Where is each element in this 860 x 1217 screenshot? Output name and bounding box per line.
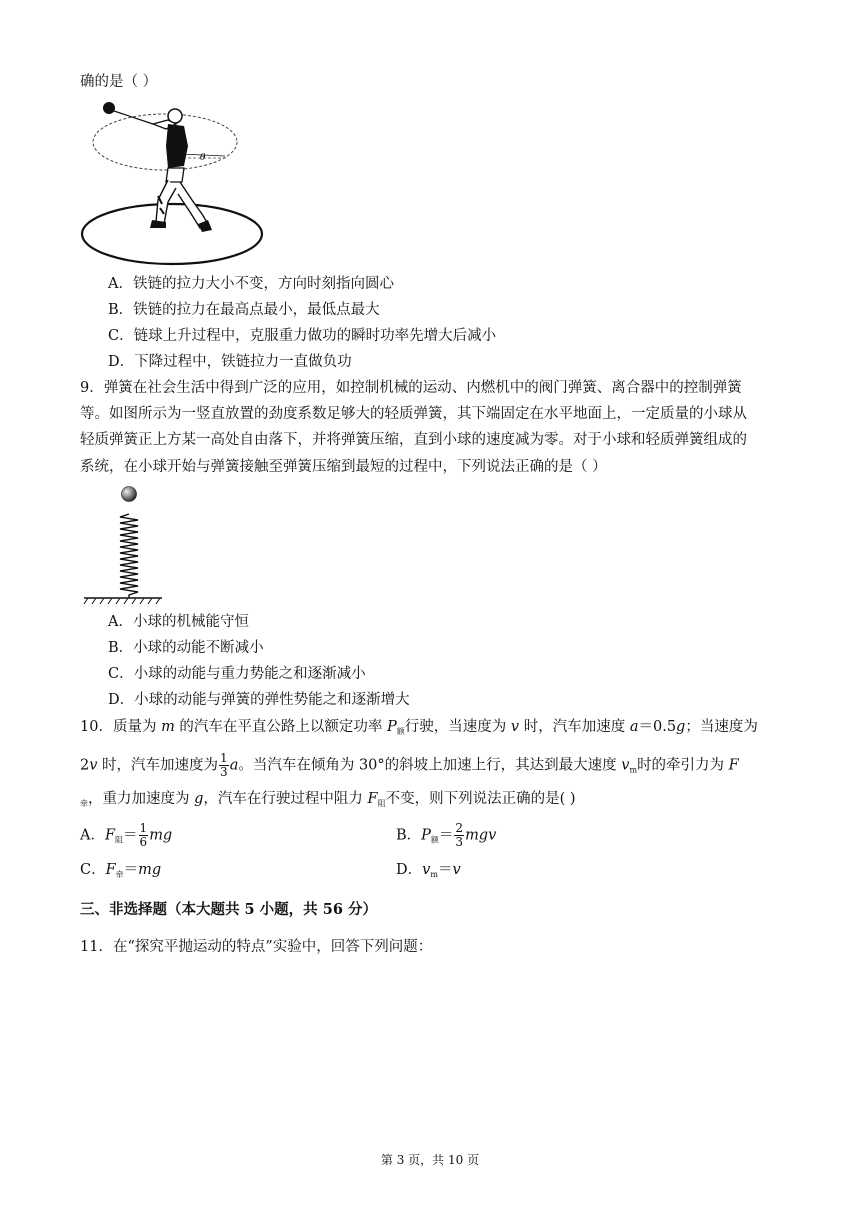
q9-option-b: B．小球的动能不断减小	[108, 640, 264, 656]
q10-stem-line1: 10．质量为 m 的汽车在平直公路上以额定功率 $P_额$行驶，当速度为 v 时，汽车加速度 a＝0.5g；当速度为	[80, 719, 758, 736]
q9-stem-line4: 系统，在小球开始与弹簧接触至弹簧压缩到最短的过程中，下列说法正确的是（ ）	[80, 459, 607, 475]
q10-stem-line2: 2v 时，汽车加速度为 $\frac{1}{3}$ a。当汽车在倾角为 30°的斜坡上加速上行，其达到最大速度 $v_m$时的牵引力为 F	[80, 751, 739, 779]
spring-ball-figure	[82, 482, 166, 606]
q8-option-d: D．下降过程中，铁链拉力一直做负功	[108, 354, 352, 370]
q9-stem-line3: 轻质弹簧正上方某一高处自由落下，并将弹簧压缩，直到小球的速度减为零。对于小球和轻质弹簧组成的	[80, 432, 747, 448]
q8-stem-tail: 确的是（ ）	[80, 74, 158, 90]
q9-stem-line1: 9．弹簧在社会生活中得到广泛的应用，如控制机械的运动、内燃机中的阀门弹簧、离合器中的控制弹簧	[80, 380, 742, 396]
q10-option-b: B．$P_额=$ $\frac{2}{3}$ mgv	[396, 821, 497, 849]
q9-option-c: C．小球的动能与重力势能之和逐渐减小	[108, 666, 366, 682]
page-footer: 第 3 页，共 10 页	[380, 1153, 480, 1167]
theta-label: θ	[200, 153, 206, 163]
q9-option-a: A．小球的机械能守恒	[108, 614, 249, 630]
section-heading: 三、非选择题（本大题共 5 小题，共 56 分）	[80, 901, 377, 918]
fraction-one-third: $\frac{1}{3}$	[220, 751, 228, 779]
q9-stem-line2: 等。如图所示为一竖直放置的劲度系数足够大的轻质弹簧，其下端固定在水平地面上，一定质量的小球从	[80, 406, 747, 422]
q10-option-c: C．$F_牵=mg$	[80, 862, 162, 879]
q11-stem: 11．在“探究平抛运动的特点”实验中，回答下列问题：	[80, 939, 433, 955]
q10-option-a: A．$F_阻=$ $\frac{1}{6}$ mg	[80, 821, 173, 849]
q8-option-b: B．铁链的拉力在最高点最小，最低点最大	[108, 302, 380, 318]
q9-option-d: D．小球的动能与弹簧的弹性势能之和逐渐增大	[108, 692, 410, 708]
q8-option-a: A．铁链的拉力大小不变，方向时刻指向圆心	[108, 276, 394, 292]
q8-option-c: C．链球上升过程中，克服重力做功的瞬时功率先增大后减小	[108, 328, 497, 344]
q10-option-d: D．$v_m=v$	[396, 862, 461, 879]
q10-stem-line3: $_牵$，重力加速度为 g，汽车在行驶过程中阻力 $F_阻$不变，则下列说法正确的是( )	[80, 791, 576, 808]
hammer-throw-figure	[80, 96, 270, 268]
